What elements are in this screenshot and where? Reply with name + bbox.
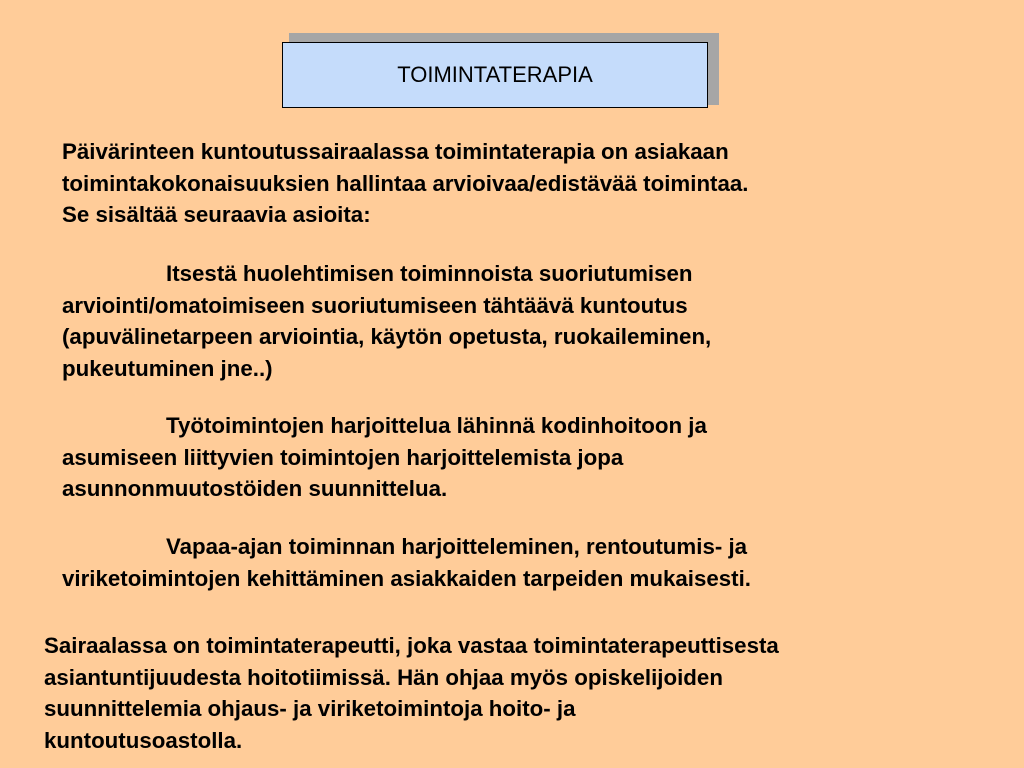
closing-line: suunnittelemia ohjaus- ja viriketoimintoja hoito- ja xyxy=(44,696,576,721)
list-item-leisure xyxy=(62,531,751,594)
list-item-line: Itsestä huolehtimisen toiminnoista suoriutumisen xyxy=(166,261,693,286)
intro-paragraph xyxy=(62,136,748,231)
list-item-work-activities xyxy=(62,410,707,505)
list-item-line: asunnonmuutostöiden suunnittelua. xyxy=(62,476,448,501)
intro-line: toimintakokonaisuuksien hallintaa arvioivaa/edistävää toimintaa. xyxy=(62,170,749,196)
closing-line: kuntoutusoastolla. xyxy=(44,727,243,753)
list-item-self-care xyxy=(62,258,711,384)
closing-paragraph xyxy=(44,630,779,756)
list-item-line: (apuvälinetarpeen arviointia, käytön opetusta, ruokaileminen, xyxy=(62,324,712,349)
list-item-line: Työtoimintojen harjoittelua lähinnä kodinhoitoon ja xyxy=(166,413,707,438)
list-item-line: arviointi/omatoimiseen suoriutumiseen tähtäävä kuntoutus xyxy=(62,292,688,318)
list-item-line: Vapaa-ajan toiminnan harjoitteleminen, rentoutumis- ja xyxy=(166,534,748,559)
list-item-line: asumiseen liittyvien toimintojen harjoittelemista jopa xyxy=(62,444,624,470)
title-box xyxy=(282,42,708,108)
slide-title: TOIMINTATERAPIA xyxy=(397,62,593,87)
intro-line: Päivärinteen kuntoutussairaalassa toimintaterapia on asiakaan xyxy=(62,139,729,164)
list-item-line: viriketoimintojen kehittäminen asiakkaiden tarpeiden mukaisesti. xyxy=(62,565,751,591)
list-item-line: pukeutuminen jne..) xyxy=(62,355,273,381)
closing-line: asiantuntijuudesta hoitotiimissä. Hän ohjaa myös opiskelijoiden xyxy=(44,664,723,690)
closing-line: Sairaalassa on toimintaterapeutti, joka vastaa toimintaterapeuttisesta xyxy=(44,633,779,658)
intro-line: Se sisältää seuraavia asioita: xyxy=(62,202,371,227)
